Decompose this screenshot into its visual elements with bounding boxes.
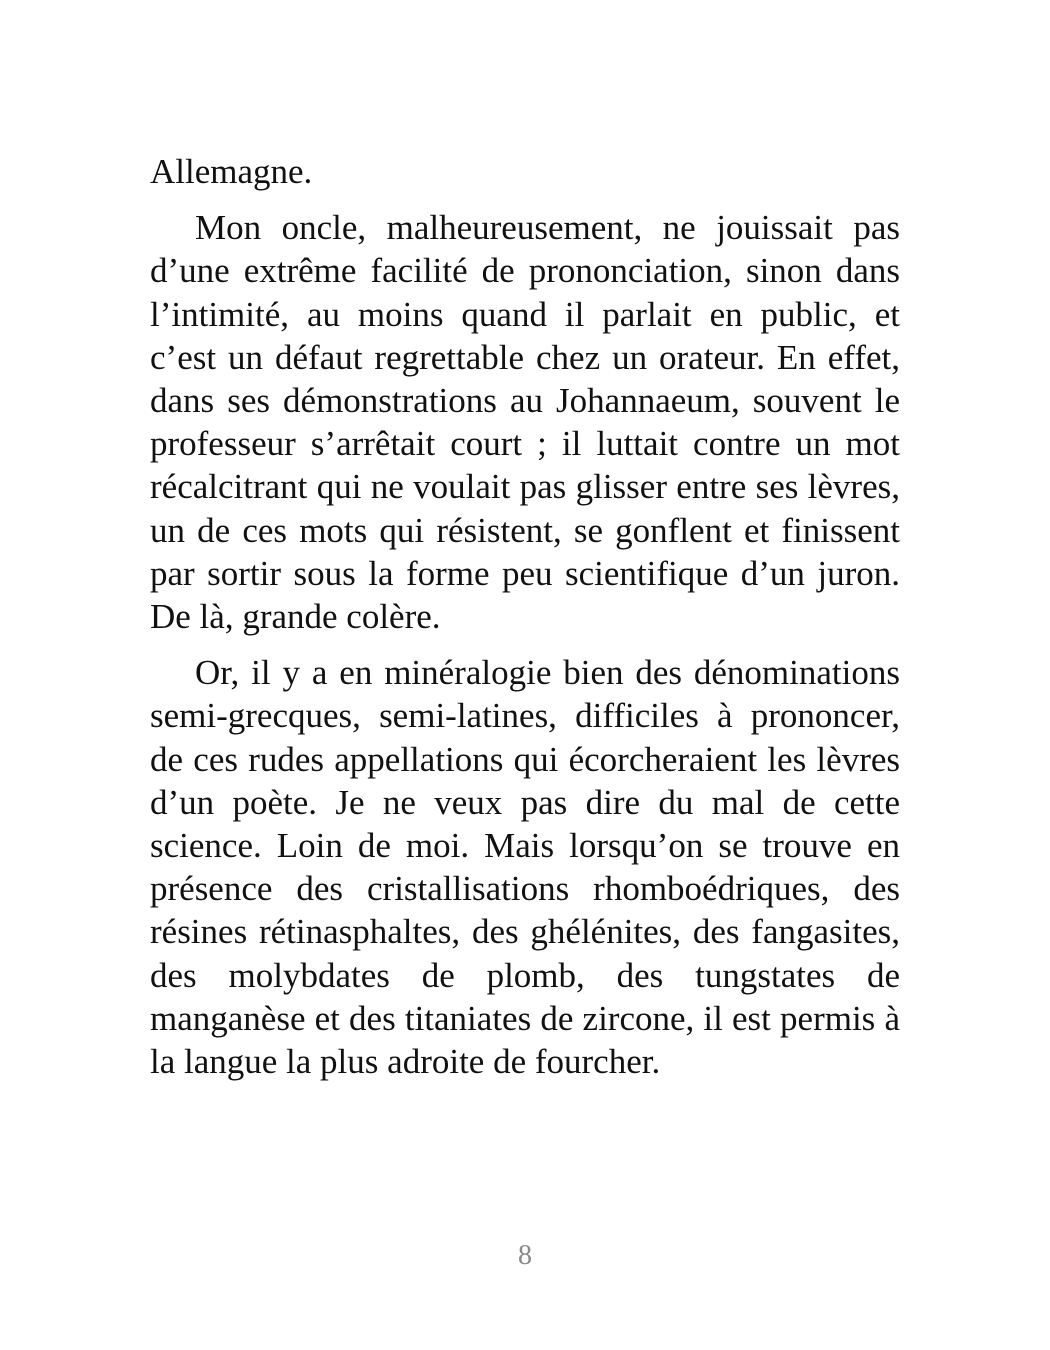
paragraph-continuation: Allemagne.: [150, 152, 313, 191]
paragraph: Mon oncle, malheureusement, ne jouissait pas d’une extrême facilité de prononciation, sinon dans l’intimité, au moins quand il parlait en public, et c’est un défaut regrettable chez un orateur. En effet, dans ses démonstrations au Johannaeum, souvent le professeur s’arrêtait court ; il luttait contre un mot récalcitrant qui ne voulait pas glisser entre ses lèvres, un de ces mots qui résistent, se gonflent et finissent par sortir sous la forme peu scientifique d’un juron. De là, grande colère.: [150, 208, 900, 637]
page-body: [150, 150, 900, 1096]
page-number: 8: [518, 1240, 532, 1271]
paragraph: Or, il y a en minéralogie bien des dénominations semi-grecques, semi-latines, difficiles à prononcer, de ces rudes appellations qui écorcheraient les lèvres d’un poète. Je ne veux pas dire du mal de cette science. Loin de moi. Mais lorsqu’on se trouve en présence des cristallisations rhomboédriques, des résines rétinasphaltes, des ghélénites, des fangasites, des molybdates de plomb, des tungstates de manganèse et des titaniates de zircone, il est permis à la langue la plus adroite de fourcher.: [150, 653, 900, 1082]
